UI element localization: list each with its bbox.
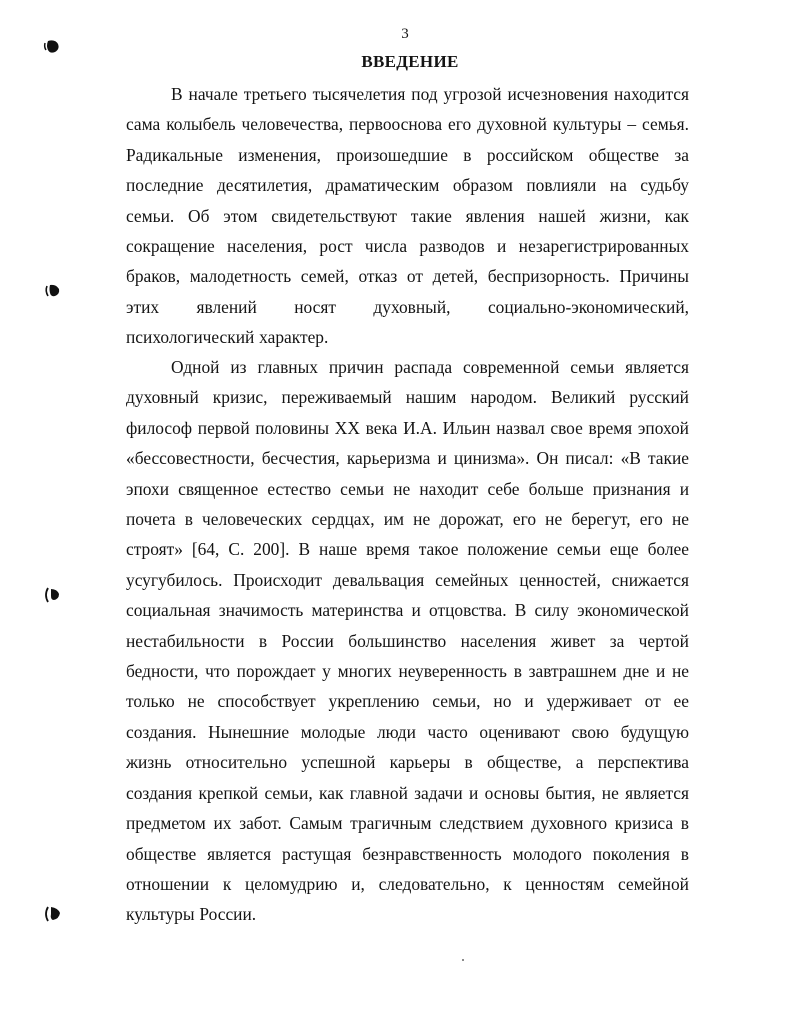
paragraph-1: В начале третьего тысячелетия под угрозой исчезновения находится сама колыбель человечества, первооснова его духовной культуры – семья. Радикальные изменения, произошедшие в российском обществе за последние десятилетия, драматическим образом повлияли на судьбу семьи. Об этом свидетельствуют такие явления нашей жизни, как сокращение населения, рост числа разводов и незарегистрированных браков, малодетность семей, отказ от детей, беспризорность. Причины этих явлений носят духовный, социально-экономический, психологический характер. (126, 84, 689, 348)
page-title: ВВЕДЕНИЕ (361, 52, 459, 71)
punch-hole-mark-1 (42, 38, 64, 56)
page-number: 3 (401, 26, 409, 42)
punch-hole-mark-2 (42, 282, 64, 300)
scan-speck (462, 959, 464, 961)
paragraph-2: Одной из главных причин распада современной семьи является духовный кризис, переживаемый нашим народом. Великий русский философ первой половины XX века И.А. Ильин назвал свое время эпохой «бессовестности, бесчестия, карьеризма и цинизма». Он писал: «В такие эпохи священное естество семьи не находит себе больше признания и почета в человеческих сердцах, им не дорожат, его не берегут, его не строят» [64, С. 200]. В наше время такое положение семьи еще более усугубилось. Происходит девальвация семейных ценностей, снижается социальная значимость материнства и отцовства. В силу экономической нестабильности в России большинство населения живет за чертой бедности, что порождает у многих неуверенность в завтрашнем дне и не только не способствует укреплению семьи, но и удерживает от ее создания. Нынешние молодые люди часто оценивают свою будущую жизнь относительно успешной карьеры в обществе, а перспектива создания крепкой семьи, как главной задачи и основы бытия, не является предметом их забот. Самым трагичным следствием духовного кризиса в обществе является растущая безнравственность молодого поколения в отношении к целомудрию и, следовательно, к ценностям семейной культуры России. (126, 357, 689, 925)
punch-hole-mark-3 (42, 586, 64, 604)
punch-hole-mark-4 (42, 905, 64, 923)
